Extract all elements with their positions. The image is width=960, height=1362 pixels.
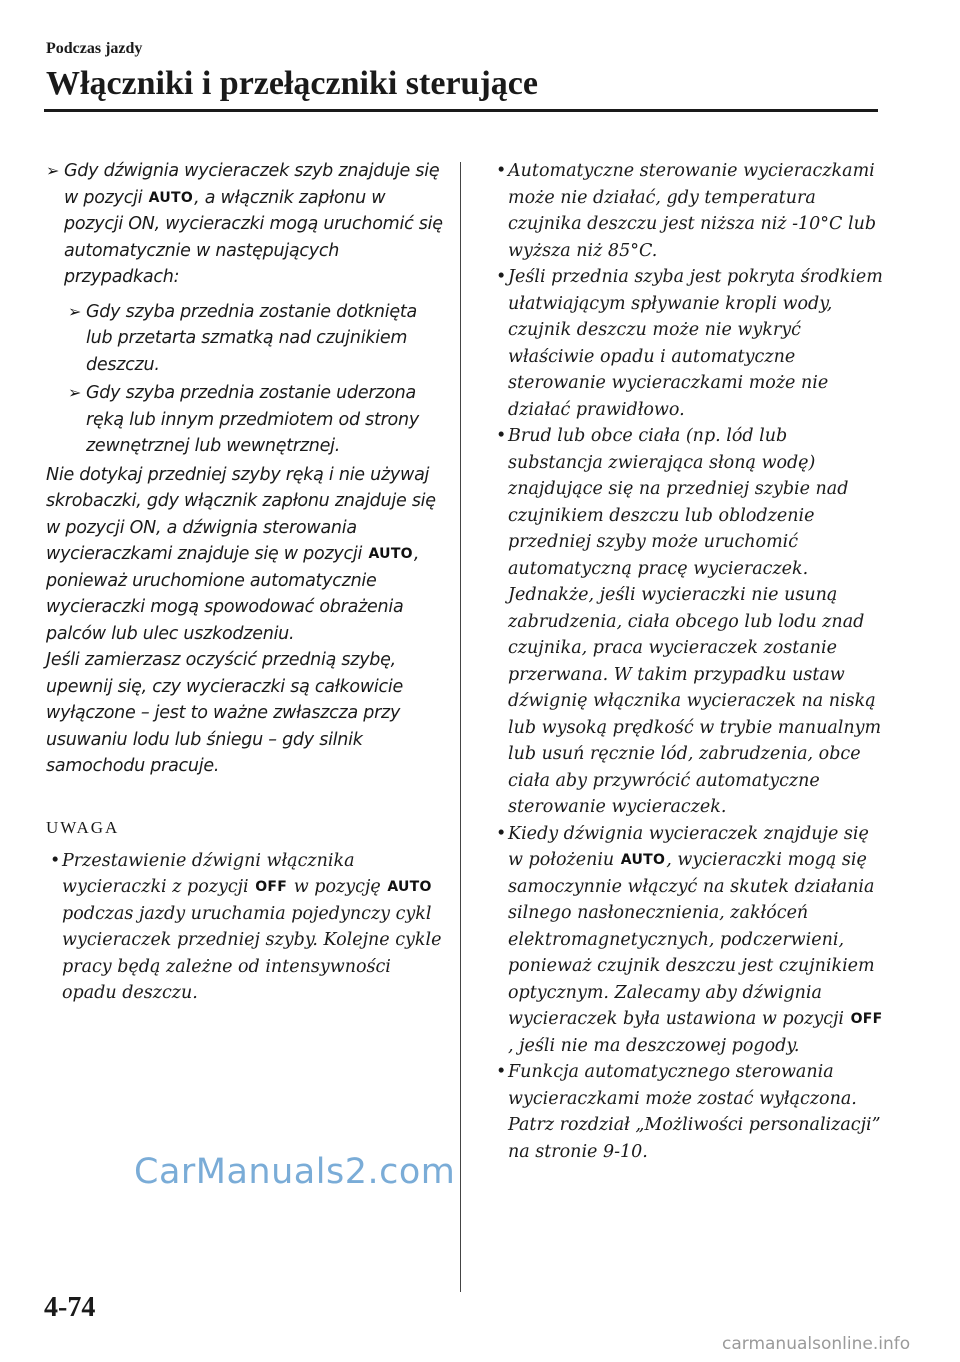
note-item — [492, 1059, 887, 1165]
bullet-dot-icon: • — [496, 823, 507, 844]
auto-badge-icon: AUTO — [148, 189, 194, 206]
note-list-right — [492, 158, 887, 1165]
note-item — [492, 158, 887, 264]
note-r4-text-3: , jeśli nie ma deszczowej pogody. — [508, 1035, 800, 1056]
section-label: Podczas jazdy — [46, 40, 143, 57]
off-badge-icon: OFF — [255, 879, 288, 895]
auto-badge-icon: AUTO — [387, 879, 432, 895]
bullet-dot-icon: • — [496, 267, 507, 287]
bullet-dot-icon: • — [50, 850, 61, 871]
bullet-dot-icon: • — [496, 161, 507, 181]
warning-para-text-1: Nie dotykaj przedniej szyby ręką i nie używaj skrobaczki, gdy włącznik zapłonu znajduje się w pozycji ON, a dźwignia sterowania wycieraczkami znajduje się w pozycji — [46, 464, 436, 564]
auto-badge-icon: AUTO — [368, 546, 413, 562]
warning-case-text: Gdy szyba przednia zostanie uderzona ręką lub innym przedmiotem od strony zewnętrznej lub wewnętrznej. — [86, 383, 419, 456]
warning-paragraph-2: Jeśli zamierzasz oczyścić przednią szybę, upewnij się, czy wycieraczki są całkowicie wyłączone – jest to ważne zwłaszcza przy usuwaniu lodu lub śniegu – gdy silnik samochodu pracuje. — [46, 650, 403, 776]
watermark[interactable]: CarManuals2.com — [134, 1152, 456, 1192]
note-text: Jeśli przednia szyba jest pokryta środkiem ułatwiającym spływanie kropli wody, czujnik deszczu może nie wykryć właściwie opadu i automatyczne sterowanie wycieraczkami może nie działać prawidłowo. — [508, 267, 883, 420]
footer-site-link[interactable]: carmanualsonline.info — [722, 1334, 911, 1354]
note-r4-text-1: Kiedy dźwignia wycieraczek znajduje się w położeniu — [508, 823, 869, 870]
warning-case — [68, 380, 446, 460]
auto-badge-icon: AUTO — [620, 852, 666, 868]
page-number: 4-74 — [44, 1292, 96, 1323]
note-left-text-2: w pozycję — [293, 877, 381, 897]
note-text: Automatyczne sterowanie wycieraczkami może nie działać, gdy temperatura czujnika deszczu jest niższa niż -10°C lub wyższa niż 85°C. — [508, 161, 877, 261]
note-r4-text-2: , wycieraczki mogą się samoczynnie włączyć na skutek działania silnego nasłonecznienia, zakłóceń elektromagnetycznych, podczerwieni, ponieważ czujnik deszczu jest czujnikiem optycznym. Zalecamy aby dźwignia wycieraczek była ustawiona w pozycji — [508, 850, 875, 1029]
warning-case-text: Gdy szyba przednia zostanie dotknięta lub przetarta szmatką nad czujnikiem deszczu. — [86, 301, 417, 375]
bullet-dot-icon: • — [496, 1062, 507, 1082]
right-column — [492, 158, 887, 1165]
note-left-text-3: podczas jazdy uruchamia pojedynczy cykl wycieraczek przedniej szyby. Kolejne cykle pracy będą zależne od intensywności opadu deszczu. — [62, 903, 442, 1003]
note-item — [46, 848, 446, 1007]
warning-intro — [46, 158, 446, 291]
warning-case — [68, 299, 446, 379]
note-list-left — [46, 848, 446, 1007]
warning-cases — [68, 299, 446, 460]
column-divider — [460, 162, 461, 1292]
warning-para-text-2: , ponieważ uruchomione automatycznie wycieraczki mogą spowodować obrażenia palców lub ulec uszkodzeniu. — [46, 544, 420, 644]
left-column — [46, 158, 446, 1007]
arrow-bullet-icon: ➢ — [68, 383, 82, 402]
note-text: Funkcja automatycznego sterowania wycieraczkami może zostać wyłączona. Patrz rozdział „Możliwości personalizacji” na stronie 9-10. — [508, 1062, 881, 1162]
note-text: Brud lub obce ciała (np. lód lub substancja zwierająca słoną wodę) znajdujące się na przedniej szybie nad czujnikiem deszczu lub oblodzenie przedniej szyby może uruchomić automatyczną pracę wycieraczek. Jednakże, jeśli wycieraczki nie usuną zabrudzenia, ciała obcego lub lodu znad czujnika, praca wycieraczek zostanie przerwana. W takim przypadku ustaw dźwignię włącznika wycieraczek na niską lub wysoką prędkość w trybie manualnym lub usuń ręcznie lód, zabrudzenia, obce ciała aby przywrócić automatyczne sterowanie wycieraczek. — [508, 426, 882, 817]
title-rule — [44, 109, 878, 112]
note-left-text-1: Przestawienie dźwigni włącznika wycieraczki z pozycji — [62, 850, 355, 897]
note-title: UWAGA — [46, 817, 120, 837]
bullet-dot-icon: • — [496, 426, 507, 446]
note-item — [492, 821, 887, 1060]
note-item — [492, 423, 887, 821]
warning-intro-text-1: Gdy dźwignia wycieraczek szyb znajduje się w pozycji — [64, 161, 440, 208]
warning-paragraph — [46, 462, 446, 648]
note-item — [492, 264, 887, 423]
arrow-bullet-icon: ➢ — [46, 161, 60, 180]
off-badge-icon: OFF — [850, 1011, 883, 1027]
arrow-bullet-icon: ➢ — [68, 301, 82, 321]
warning-block — [46, 158, 446, 780]
page-title: Włączniki i przełączniki sterujące — [46, 65, 538, 102]
warning-intro-text-2: , a włącznik zapłonu w pozycji ON, wycieraczki mogą uruchomić się automatycznie w następujących przypadkach: — [64, 187, 443, 287]
